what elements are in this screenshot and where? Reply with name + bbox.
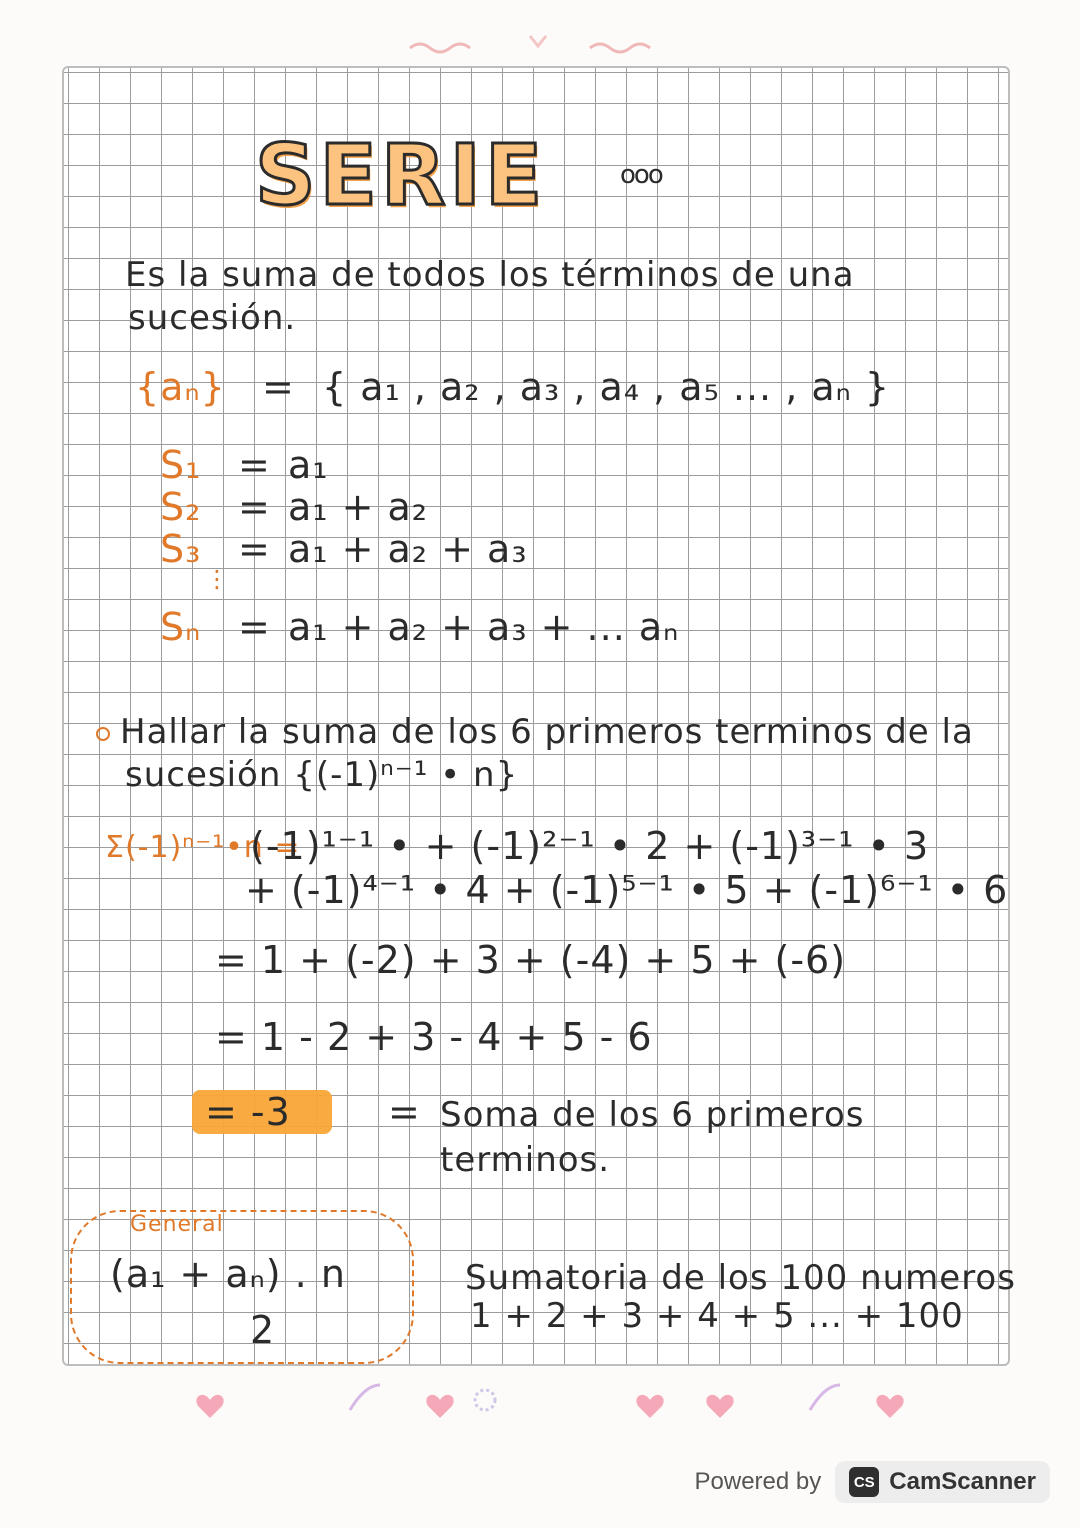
camscanner-watermark [695, 1456, 1050, 1508]
partial-sum-eq-n: = [238, 605, 271, 649]
general-formula-numerator: (a₁ + aₙ) . n [110, 1252, 346, 1296]
general-formula-denominator: 2 [250, 1308, 276, 1352]
partial-sum-label-n: Sₙ [160, 605, 202, 649]
general-label: General [130, 1212, 224, 1237]
powered-by-label: Powered by [694, 1468, 822, 1495]
decorative-hearts-icon [80, 1375, 1000, 1425]
sequence-lhs: {aₙ} [135, 365, 226, 409]
partial-sum-eq-1: = [238, 443, 271, 487]
partial-sum-expr-3: a₁ + a₂ + a₃ [288, 527, 528, 571]
sequence-eq: = [262, 365, 295, 409]
camscanner-logo-icon: CS [849, 1467, 879, 1497]
top-doodle-icon [400, 28, 680, 68]
partial-sum-label-2: S₂ [160, 485, 202, 529]
result-eq: = [388, 1090, 421, 1134]
general-note-line-1: Sumatoria de los 100 numeros [465, 1258, 1016, 1298]
step-2: = 1 - 2 + 3 - 4 + 5 - 6 [215, 1015, 653, 1059]
camscanner-brand-name: CamScanner [889, 1468, 1036, 1495]
definition-line-2: sucesión. [128, 298, 297, 338]
partial-sum-eq-2: = [238, 485, 271, 529]
title-block [255, 126, 546, 224]
partial-sum-label-3: S₃ [160, 527, 202, 571]
partial-sum-expr-2: a₁ + a₂ [288, 485, 429, 529]
title-dots: ooo [620, 160, 662, 190]
partial-sum-label-1: S₁ [160, 443, 202, 487]
expansion-row-1: (-1)¹⁻¹ • + (-1)²⁻¹ • 2 + (-1)³⁻¹ • 3 [250, 824, 930, 868]
sequence-rhs: { a₁ , a₂ , a₃ , a₄ , a₅ ... , aₙ } [322, 365, 891, 409]
result-note-line-1: Soma de los 6 primeros [440, 1095, 865, 1135]
expansion-row-2: + (-1)⁴⁻¹ • 4 + (-1)⁵⁻¹ • 5 + (-1)⁶⁻¹ • 6 [245, 868, 1009, 912]
partial-sum-eq-3: = [238, 527, 271, 571]
partial-sum-vertical-dots: ⋮ [205, 565, 230, 593]
exercise-line-1: Hallar la suma de los 6 primeros terminos de la [120, 712, 974, 752]
camscanner-badge [835, 1461, 1050, 1503]
partial-sum-expr-1: a₁ [288, 443, 329, 487]
definition-line-1: Es la suma de todos los términos de una [125, 255, 855, 295]
page-title: SERIE [255, 126, 547, 224]
result-value: = -3 [205, 1090, 291, 1134]
result-note-line-2: terminos. [440, 1140, 611, 1180]
sigma-expression: Σ(-1)ⁿ⁻¹•n = [105, 830, 301, 865]
step-1: = 1 + (-2) + 3 + (-4) + 5 + (-6) [215, 938, 847, 982]
exercise-line-2: sucesión {(-1)ⁿ⁻¹ • n} [125, 755, 519, 795]
general-note-line-2: 1 + 2 + 3 + 4 + 5 ... + 100 [470, 1296, 964, 1336]
partial-sum-expr-n: a₁ + a₂ + a₃ + ... aₙ [288, 605, 680, 649]
bullet-icon [96, 727, 110, 741]
